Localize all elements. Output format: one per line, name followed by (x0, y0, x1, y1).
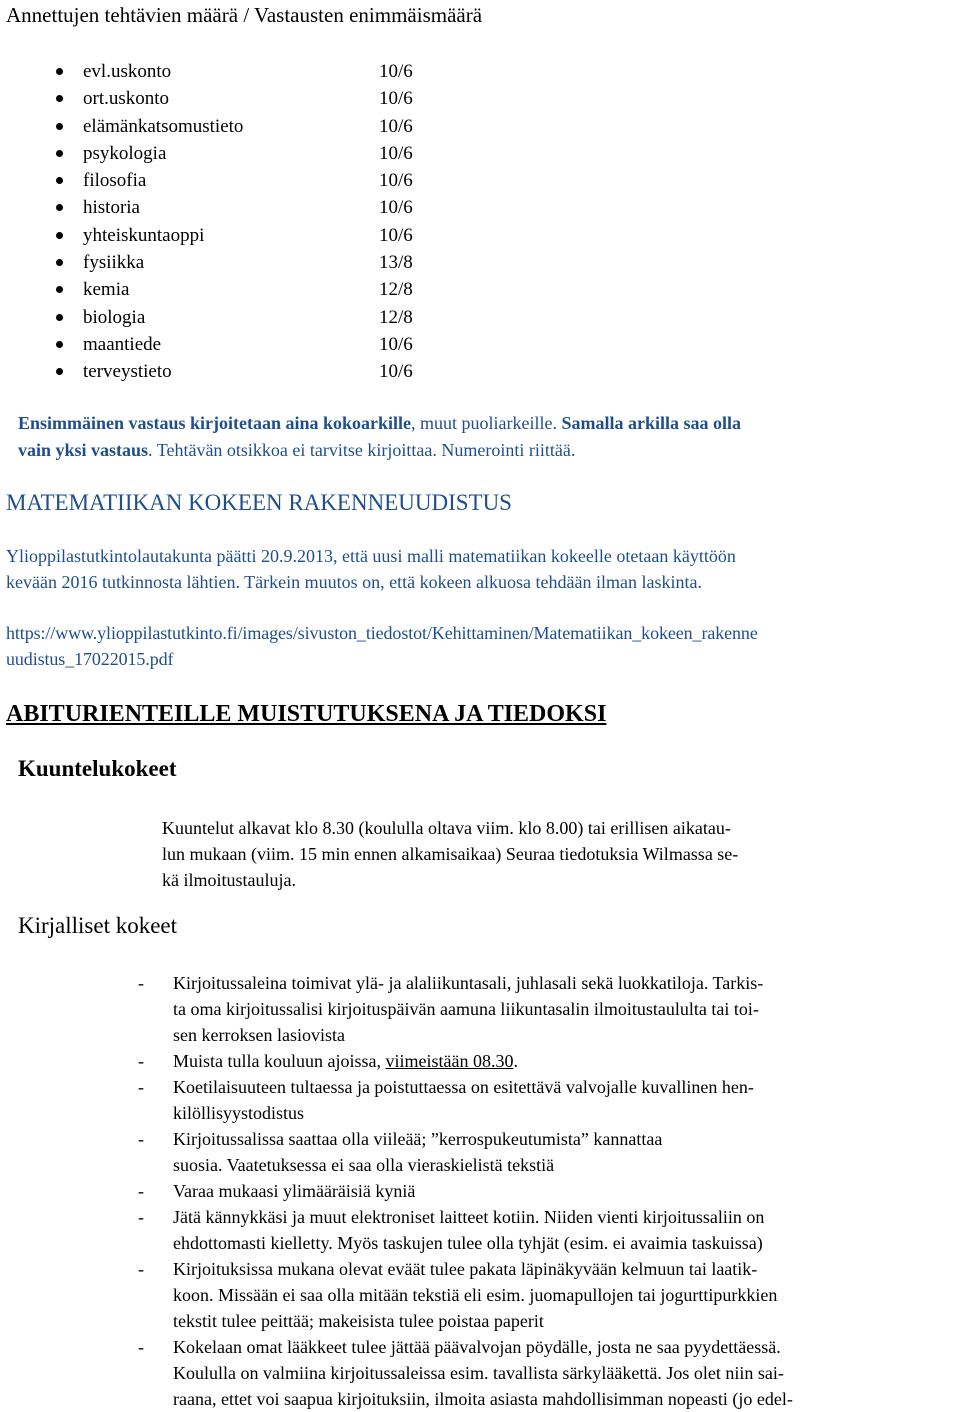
bullet-icon (56, 204, 63, 211)
list-item (56, 140, 456, 167)
math-link[interactable] (6, 620, 758, 672)
list-item (138, 1204, 938, 1256)
list-item (56, 222, 456, 249)
bullet-icon (56, 150, 63, 157)
math-text-line-1: Ylioppilastutkintolautakunta päätti 20.9.2013, että uusi malli matematiikan kokeelle otetaan käyttöön (6, 546, 736, 566)
list-item-line: Jätä kännykkäsi ja muut elektroniset laitteet kotiin. Niiden vienti kirjoitussaliin on (173, 1207, 765, 1227)
math-text-line-2: kevään 2016 tutkinnosta lähtien. Tärkein muutos on, että kokeen alkuosa tehdään ilman laskinta. (6, 572, 702, 592)
bullet-icon (56, 341, 63, 348)
listening-heading: Kuuntelukokeet (18, 756, 177, 781)
abi-section-title: ABITURIENTEILLE MUISTUTUKSENA JA TIEDOKSI (6, 701, 607, 727)
instruction-plain: , muut puoliarkeille. (411, 413, 562, 433)
instruction-line-2 (18, 437, 575, 463)
bullet-icon (56, 177, 63, 184)
subject-name: elämänkatsomustieto (83, 115, 244, 137)
page-heading: Annettujen tehtävien määrä / Vastausten enimmäismäärä (6, 3, 483, 27)
subject-name: terveystieto (83, 361, 172, 383)
deadline-text: viimeistään 08.30 (385, 1051, 514, 1071)
subject-ratio: 10/6 (379, 142, 413, 164)
dash-marker: - (138, 1207, 144, 1227)
subject-ratio: 10/6 (379, 224, 413, 246)
list-item-line: Kirjoitussalissa saattaa olla viileää; ”kerrospukeutumista” kannattaa (173, 1129, 663, 1149)
bullet-icon (56, 286, 63, 293)
dash-marker: - (138, 1051, 144, 1071)
bullet-icon (56, 123, 63, 130)
list-item-text: Muista tulla kouluun ajoissa, (173, 1051, 386, 1071)
bullet-icon (56, 314, 63, 321)
math-link-line-2[interactable]: uudistus_17022015.pdf (6, 649, 174, 669)
list-item-text: . (513, 1051, 518, 1071)
written-exam-list (138, 970, 938, 1412)
listening-line: lun mukaan (viim. 15 min ennen alkamisaikaa) Seuraa tiedotuksia Wilmassa se- (162, 844, 739, 864)
bullet-icon (56, 95, 63, 102)
instruction-plain: . Tehtävän otsikkoa ei tarvitse kirjoittaa. Numerointi riittää. (148, 440, 576, 460)
subject-ratio: 13/8 (379, 252, 413, 274)
subject-name: filosofia (83, 170, 147, 192)
dash-marker: - (138, 1259, 144, 1279)
list-item (56, 85, 456, 112)
list-item-line: ta oma kirjoitussalisi kirjoituspäivän aamuna liikuntasalin ilmoitustaululta tai toi- (173, 999, 759, 1019)
list-item (138, 1048, 938, 1074)
instruction-line-1 (18, 410, 741, 436)
subject-ratio: 10/6 (379, 61, 413, 82)
subject-ratio: 10/6 (379, 361, 413, 383)
list-item-line: Kirjoituksissa mukana olevat eväät tulee pakata läpinäkyvään kelmuun tai laatik- (173, 1259, 758, 1279)
list-item-line (173, 1048, 938, 1074)
subject-name: ort.uskonto (83, 88, 170, 110)
subject-name: yhteiskuntaoppi (83, 224, 205, 246)
list-item-line: koon. Missään ei saa olla mitään tekstiä eli esim. juomapullojen tai jogurttipurkkien (173, 1285, 778, 1305)
instruction-bold: Samalla arkilla saa olla (561, 413, 742, 433)
subject-name: fysiikka (83, 252, 145, 274)
list-item-line: Varaa mukaasi ylimääräisiä kyniä (173, 1181, 416, 1201)
instruction-bold: vain yksi vastaus (18, 440, 149, 460)
list-item (138, 1256, 938, 1334)
list-item (56, 194, 456, 221)
list-item (138, 1334, 938, 1412)
written-heading: Kirjalliset kokeet (18, 913, 178, 938)
subject-name: psykologia (83, 142, 167, 164)
subject-ratio: 12/8 (379, 279, 413, 301)
subject-name: kemia (83, 279, 130, 301)
list-item (138, 1074, 938, 1126)
listening-line: kä ilmoitustauluja. (162, 870, 296, 890)
list-item (56, 276, 456, 303)
subject-ratio: 10/6 (379, 115, 413, 137)
list-item-line: Kokelaan omat lääkkeet tulee jättää päävalvojan pöydälle, josta ne saa pyydettäessä. (173, 1337, 781, 1357)
subject-name: biologia (83, 306, 146, 328)
list-item (138, 1178, 938, 1204)
subject-name: evl.uskonto (83, 61, 172, 82)
dash-marker: - (138, 1077, 144, 1097)
bullet-icon (56, 259, 63, 266)
list-item-line: Koetilaisuuteen tultaessa ja poistuttaessa on esitettävä valvojalle kuvallinen hen- (173, 1077, 754, 1097)
list-item (56, 249, 456, 276)
subject-ratio: 10/6 (379, 197, 413, 219)
list-item (138, 970, 938, 1048)
math-link-line-1[interactable]: https://www.ylioppilastutkinto.fi/images/sivuston_tiedostot/Kehittaminen/Matematiikan_kokeen_rakenne (6, 623, 758, 643)
math-section-title: MATEMATIIKAN KOKEEN RAKENNEUUDISTUS (6, 490, 512, 515)
subject-ratio: 10/6 (379, 170, 413, 192)
bullet-icon (56, 232, 63, 239)
dash-marker: - (138, 1181, 144, 1201)
instruction-bold: Ensimmäinen vastaus kirjoitetaan aina kokoarkille (18, 413, 412, 433)
list-item (56, 358, 456, 385)
list-item-line: raana, ettet voi saapua kirjoituksiin, ilmoita asiasta mahdollisimman nopeasti (jo edel- (173, 1389, 793, 1409)
listening-line: Kuuntelut alkavat klo 8.30 (koululla oltava viim. klo 8.00) tai erillisen aikatau- (162, 818, 731, 838)
dash-marker: - (138, 1129, 144, 1149)
list-item (56, 167, 456, 194)
list-item (56, 304, 456, 331)
list-item-line: Koululla on valmiina kirjoitussaleissa esim. tavallista särkylääkettä. Jos olet niin sai- (173, 1363, 784, 1383)
list-item-line: suosia. Vaatetuksessa ei saa olla vieraskielistä tekstiä (173, 1155, 555, 1175)
list-item-line: kilöllisyystodistus (173, 1103, 305, 1123)
subject-ratio: 10/6 (379, 88, 413, 110)
dash-marker: - (138, 1337, 144, 1357)
list-item (56, 331, 456, 358)
dash-marker: - (138, 973, 144, 993)
subject-name: historia (83, 197, 140, 219)
list-item-line: sen kerroksen lasiovista (173, 1025, 345, 1045)
subject-name: maantiede (83, 333, 162, 355)
list-item (56, 58, 456, 85)
subject-ratio: 10/6 (379, 333, 413, 355)
list-item-line: Kirjoitussaleina toimivat ylä- ja alaliikuntasali, juhlasali sekä luokkatiloja. Tarkis- (173, 973, 764, 993)
subject-ratio: 12/8 (379, 306, 413, 328)
bullet-icon (56, 368, 63, 375)
list-item-line: ehdottomasti kielletty. Myös taskujen tulee olla tyhjät (esim. ei avaimia taskuissa) (173, 1233, 763, 1253)
list-item (56, 113, 456, 140)
subject-list (56, 58, 456, 386)
list-item-line: tekstit tulee peittää; makeisista tulee poistaa paperit (173, 1311, 544, 1331)
list-item (138, 1126, 938, 1178)
listening-text (162, 815, 738, 893)
bullet-icon (56, 68, 63, 75)
